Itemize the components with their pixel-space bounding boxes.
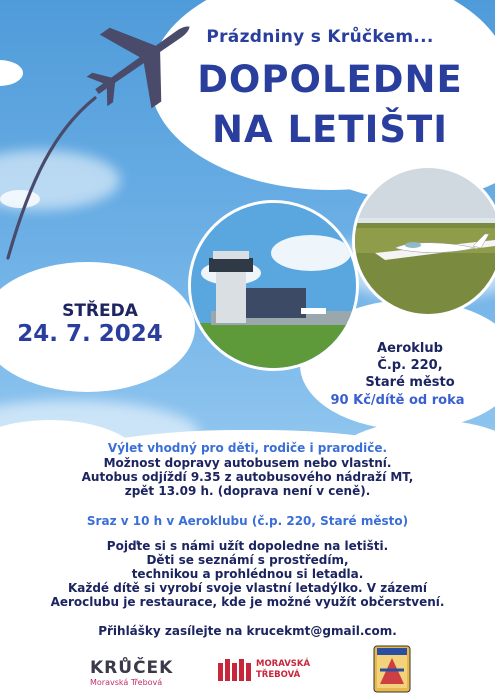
krucek-logo-name: KRŮČEK (90, 658, 174, 678)
transport-note: Možnost dopravy autobusem nebo vlastní. (103, 456, 392, 470)
aeroklub-emblem-icon (372, 644, 412, 694)
suitability-note: Výlet vhodný pro děti, rodiče i prarodiče. (107, 441, 388, 455)
moravska-trebova-logo (218, 657, 328, 685)
registration-note: Přihlášky zasílejte na krucekmt@gmail.com. (98, 624, 397, 638)
control-tower-photo (188, 200, 359, 371)
event-weekday: STŘEDA (62, 301, 138, 321)
event-date: 24. 7. 2024 (17, 321, 163, 347)
subtitle: Prázdniny s Krůčkem... (206, 27, 434, 47)
venue-town: Staré město (365, 375, 455, 390)
town-emblem-icon (218, 659, 252, 681)
venue-address: Č.p. 220, (377, 358, 443, 373)
town-logo-line-2: TŘEBOVÁ (256, 670, 301, 680)
airplane-illustration (0, 0, 220, 270)
glider-photo (352, 165, 495, 317)
town-logo-line-1: MORAVSKÁ (256, 659, 311, 669)
title-line-2: NA LETIŠTI (212, 108, 448, 151)
flight-trail (8, 98, 95, 258)
description-line: Děti se seznámí s prostředím, (146, 553, 349, 567)
footer-logos (0, 640, 495, 700)
price: 90 Kč/dítě od roka (330, 393, 465, 408)
meeting-point: Sraz v 10 h v Aeroklubu (č.p. 220, Staré město) (86, 514, 409, 528)
bus-departure: Autobus odjíždí 9.35 z autobusového nádraží MT, (81, 470, 414, 484)
krucek-logo-subtitle: Moravská Třebová (90, 678, 163, 687)
description-line: Aeroclubu je restaurace, kde je možné využít občerstvení. (50, 595, 445, 609)
bus-return: zpět 13.09 h. (doprava není v ceně). (124, 484, 371, 498)
title-line-1: DOPOLEDNE (197, 58, 463, 101)
krucek-logo (90, 658, 200, 687)
description-line: Každé dítě si vyrobí svoje vlastní letadýlko. V zázemí (67, 581, 428, 595)
description-line: Pojďte si s námi užít dopoledne na letišti. (106, 539, 389, 553)
venue-name: Aeroklub (377, 341, 443, 356)
description-line: technikou a prohlédnou si letadla. (131, 567, 364, 581)
